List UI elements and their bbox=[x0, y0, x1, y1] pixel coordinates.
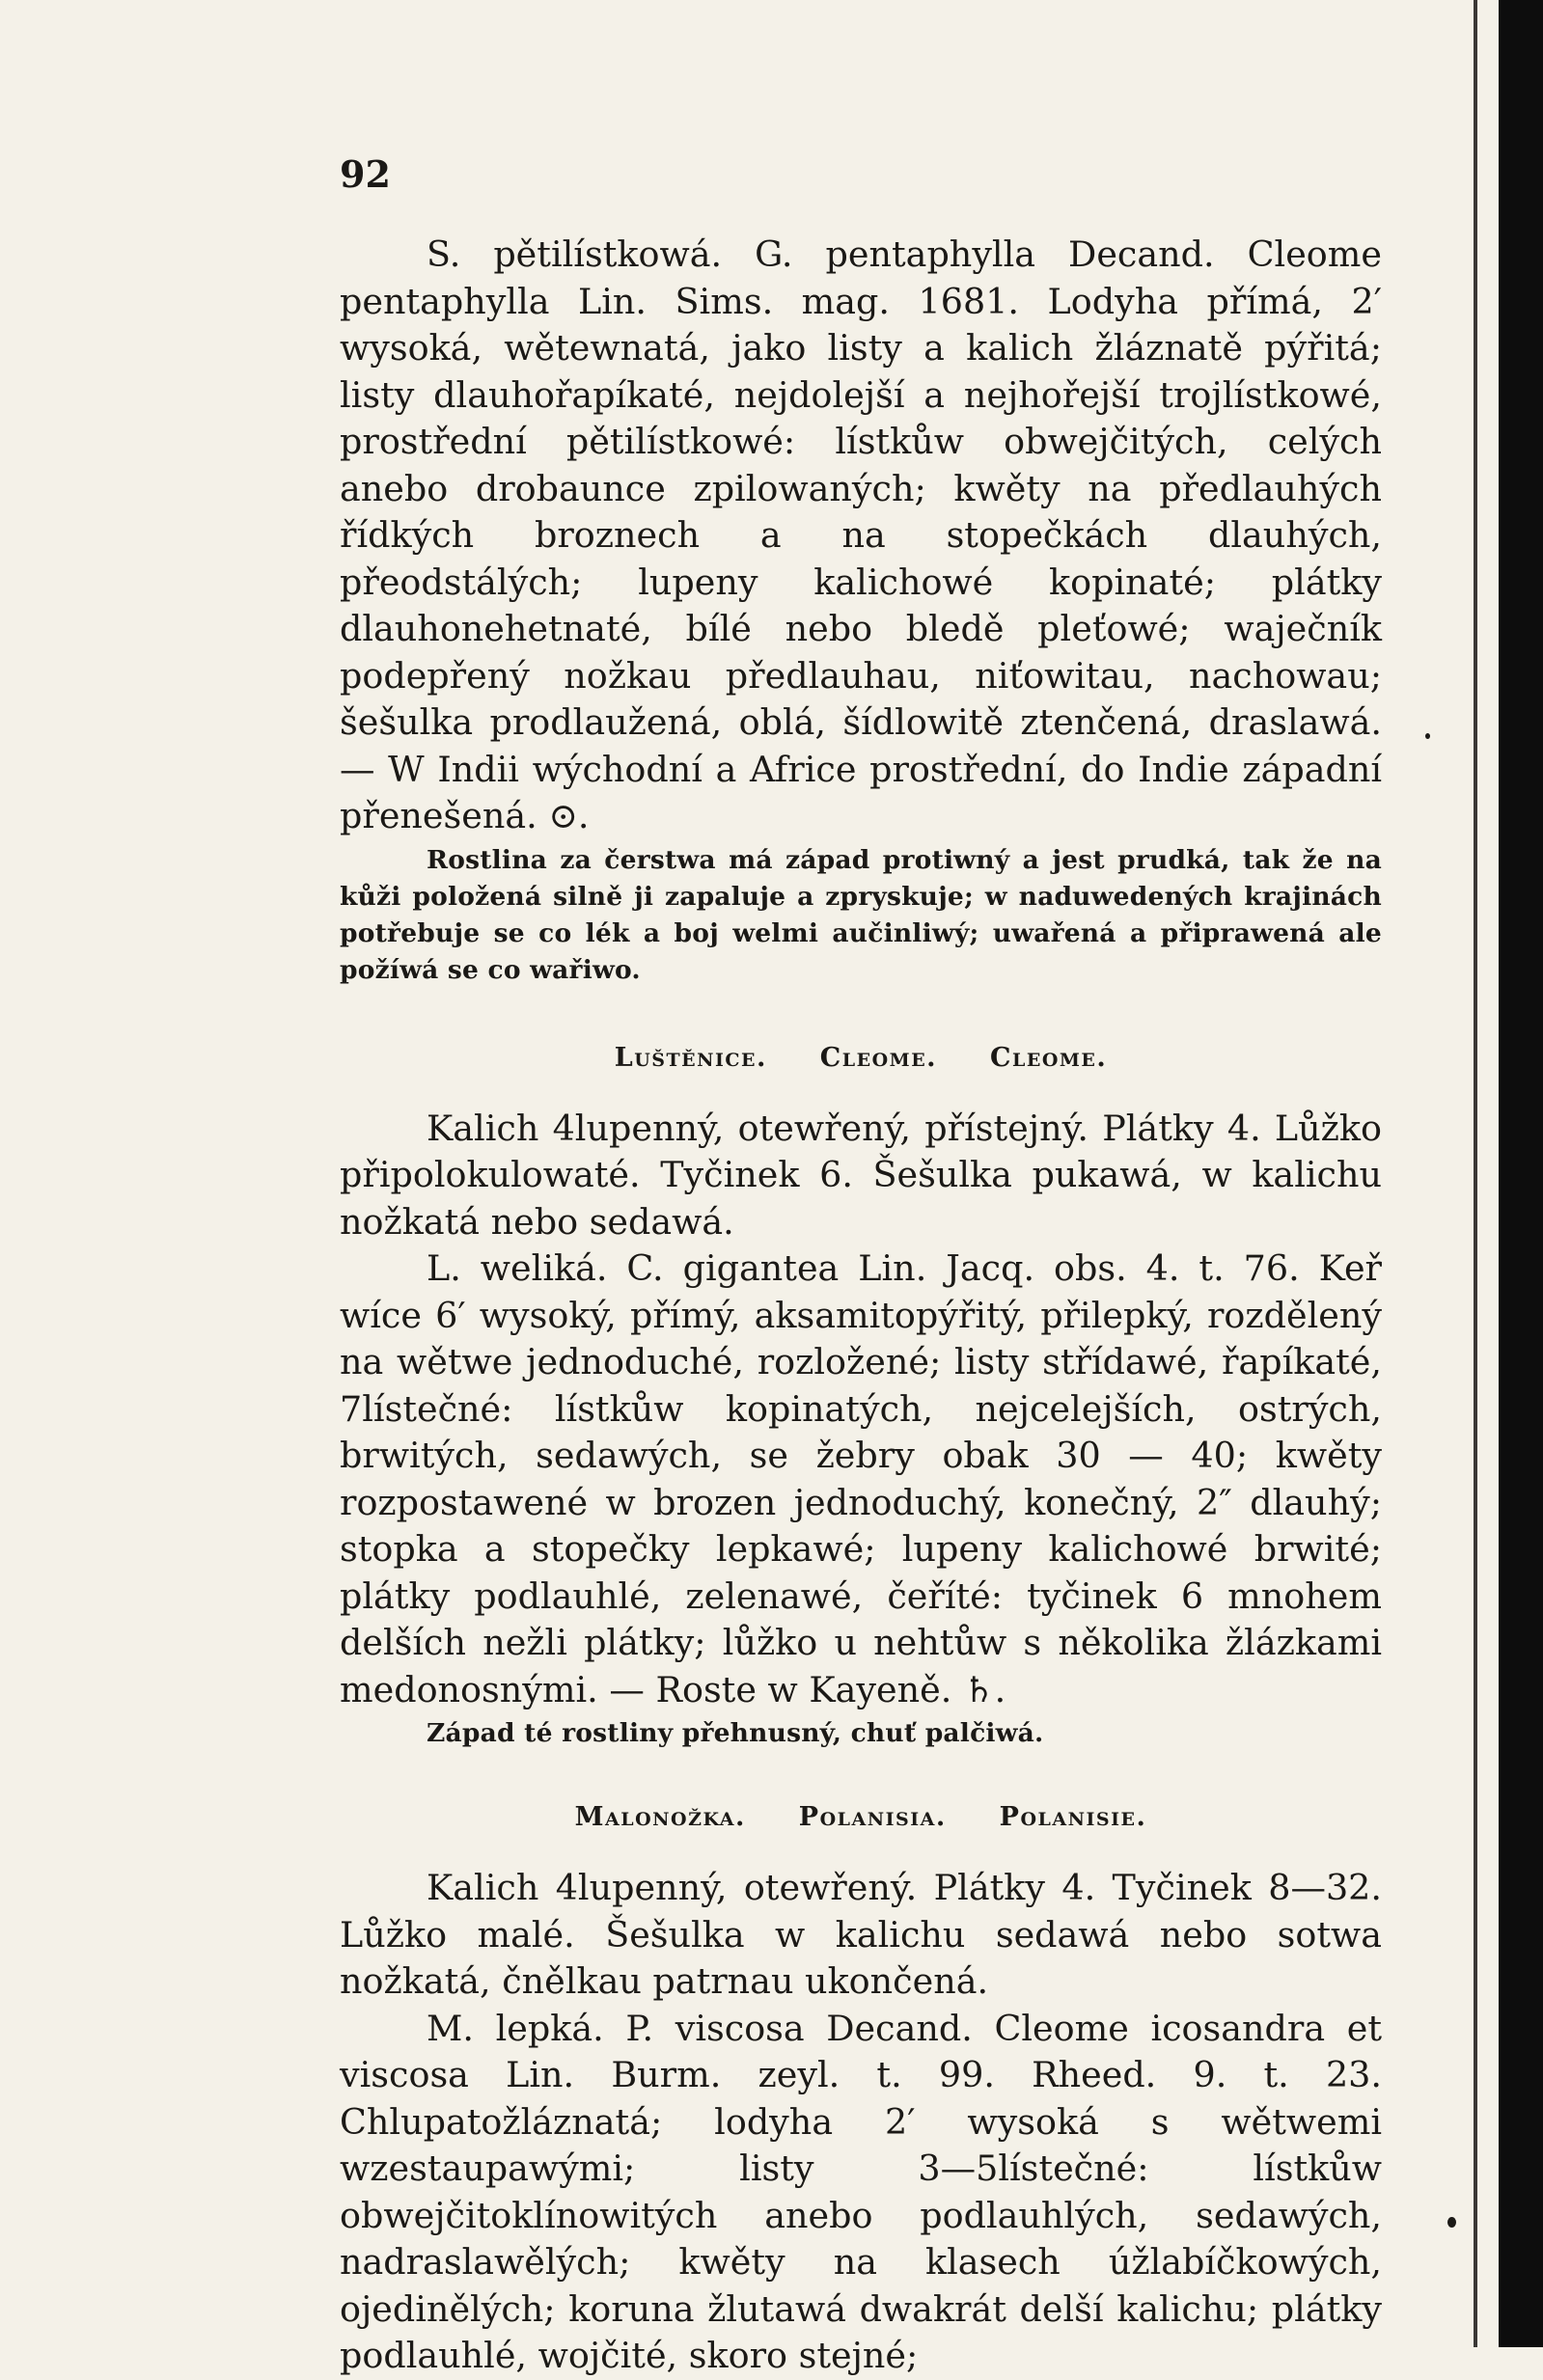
genus-description-cleome: Kalich 4lupenný, otewřený, přístejný. Plátky 4. Lůžko připolokulowaté. Tyčinek 6. Šešulka pukawá, w kalichu nožkatá nebo sedawá. bbox=[340, 1107, 1382, 1243]
page-text-column bbox=[340, 232, 1382, 2380]
page-edge-line bbox=[1474, 0, 1477, 2347]
genus-heading-cleome bbox=[340, 1043, 1382, 1073]
ink-speck bbox=[1425, 733, 1430, 739]
genus-heading-polanisia bbox=[340, 1802, 1382, 1832]
species-note-pentaphylla: Rostlina za čerstwa má západ protiwný a jest prudká, tak že na kůži položená silně ji zapaluje a zpryskuje; w naduwedených krajinách potřebuje se co lék a boj welmi aučinliwý; uwařená a připrawená ale požíwá se co wařiwo. bbox=[340, 844, 1382, 985]
ink-speck bbox=[1447, 2217, 1456, 2228]
genus-alt-name: Cleome. bbox=[989, 1042, 1108, 1073]
page-number: 92 bbox=[340, 152, 391, 196]
species-entry-pentaphylla: S. pětilístkowá. G. pentaphylla Decand. Cleome pentaphylla Lin. Sims. mag. 1681. Lodyha přímá, 2′ wysoká, wětewnatá, jako listy a kalich žláznatě pýřitá; listy dlauhořapíkaté, nejdolejší a nejhořejší trojlístkowé, prostřední pětilístkowé: lístkůw obwejčitých, celých anebo drobaunce zpilowaných; kwěty na předlauhých řídkých broznech a na stopečkách dlauhých, přeodstálých; lupeny kalichowé kopinaté; plátky dlauhonehetnaté, bílé nebo bledě pleťowé; waječník podepřený nožkau předlauhau, niťowitau, nachowau; šešulka prodlaužená, oblá, šídlowitě ztenčená, draslawá. — W Indii wýchodní a Africe prostřední, do Indie západní přenešená. ⊙. bbox=[340, 233, 1382, 836]
genus-czech-name: Malonožka. bbox=[574, 1802, 746, 1832]
species-note-gigantea: Západ té rostliny přehnusný, chuť palčiwá. bbox=[427, 1718, 1044, 1748]
scan-border bbox=[1499, 0, 1543, 2347]
genus-czech-name: Luštěnice. bbox=[614, 1042, 767, 1073]
genus-latin-name: Cleome. bbox=[819, 1042, 938, 1073]
genus-latin-name: Polanisia. bbox=[798, 1802, 947, 1832]
species-entry-viscosa: M. lepká. P. viscosa Decand. Cleome icosandra et viscosa Lin. Burm. zeyl. t. 99. Rheed. 9. t. 23. Chlupatožláznatá; lodyha 2′ wysoká s wětwemi wzestaupawými; listy 3—5lístečné: lístkůw obwejčitoklínowitých anebo podlauhlých, sedawých, nadraslawělých; kwěty na klasech úžlabíčkowých, ojedinělých; koruna žlutawá dwakrát delší kalichu; plátky podlauhlé, wojčité, skoro stejné; bbox=[340, 2007, 1382, 2376]
genus-alt-name: Polanisie. bbox=[999, 1802, 1147, 1832]
genus-description-polanisia: Kalich 4lupenný, otewřený. Plátky 4. Tyčinek 8—32. Lůžko malé. Šešulka w kalichu sedawá nebo sotwa nožkatá, čnělkau patrnau ukončená. bbox=[340, 1867, 1382, 2002]
species-entry-gigantea: L. weliká. C. gigantea Lin. Jacq. obs. 4. t. 76. Keř wíce 6′ wysoký, přímý, aksamitopýřitý, přilepký, rozdělený na wětwe jednoduché, rozložené; listy střídawé, řapíkaté, 7lístečné: lístkůw kopinatých, nejcelejších, ostrých, brwitých, sedawých, se žebry obak 30 — 40; kwěty rozpostawené w brozen jednoduchý, konečný, 2″ dlauhý; stopka a stopečky lepkawé; lupeny kalichowé brwité; plátky podlauhlé, zelenawé, čeříté: tyčinek 6 mnohem delších nežli plátky; lůžko u nehtůw s několika žlázkami medonosnými. — Roste w Kayeně. ♄. bbox=[340, 1247, 1382, 1710]
